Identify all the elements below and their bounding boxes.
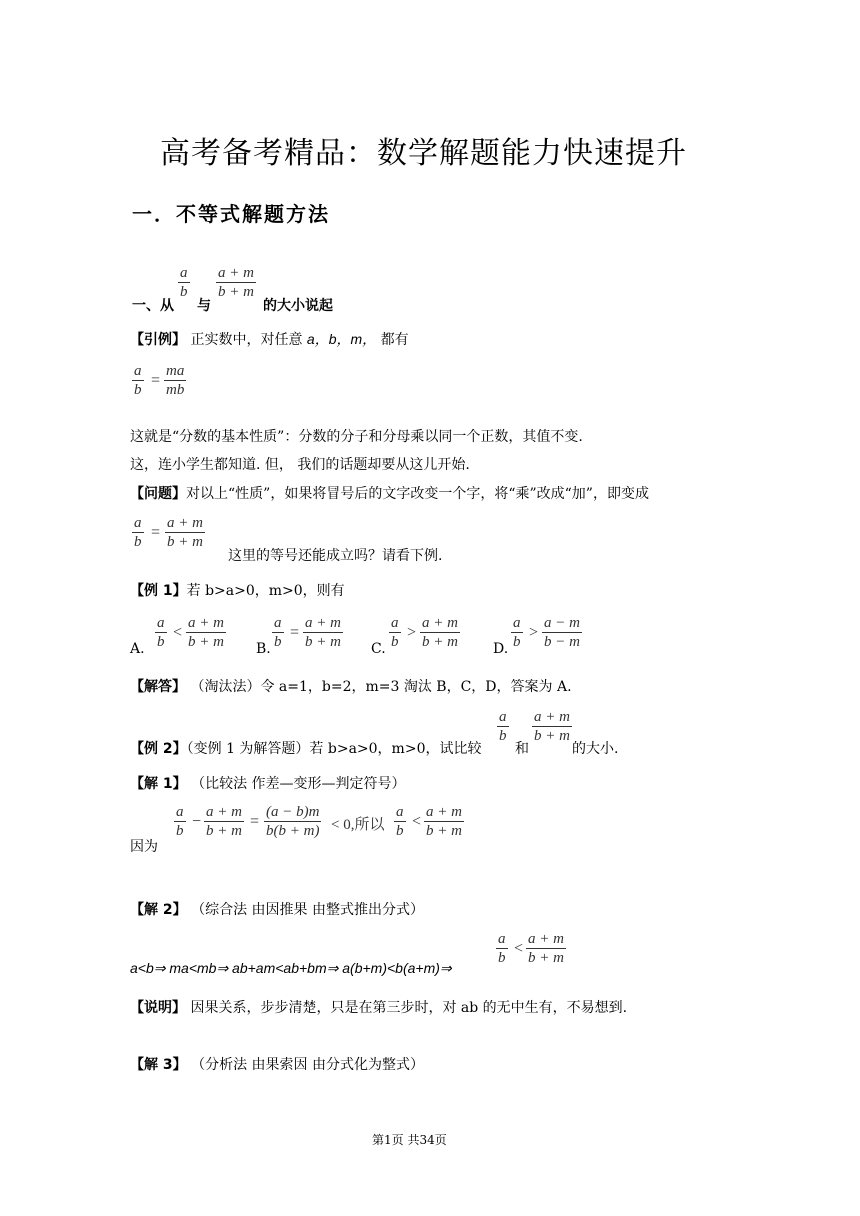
option-a-label: A. xyxy=(130,641,145,657)
solution3-text: （分析法 由果索因 由分式化为整式） xyxy=(191,1057,424,1073)
fraction-apm-over-bpm: a + m b + m xyxy=(426,804,462,839)
answer1-text: （淘汰法）令 a=1，b=2，m=3 淘汰 B，C，D，答案为 A. xyxy=(190,679,572,695)
note-text: 因果关系，步步清楚，只是在第三步时，对 ab 的无中生有，不易想到. xyxy=(190,1000,628,1016)
fraction-a-over-b: a b xyxy=(396,804,404,839)
equals-sign: = xyxy=(151,524,161,541)
intro-text: 正实数中，对任意 xyxy=(190,332,303,348)
less-than-sign: < xyxy=(514,940,524,957)
fraction-a-over-b: a b xyxy=(391,615,399,650)
intro-vars: a，b，m， xyxy=(306,331,377,347)
fraction-a-over-b: a b xyxy=(134,363,142,398)
example2-text: （变例 1 为解答题）若 b>a>0，m>0，试比较 xyxy=(186,741,482,757)
solution1-label: 【解 1】 xyxy=(130,776,187,792)
sub-heading-suffix: 的大小说起 xyxy=(263,298,333,314)
fraction-apm-over-bpm: a + m b + m xyxy=(218,265,254,300)
option-c-label: C. xyxy=(371,641,386,657)
fraction-a-over-b: a b xyxy=(176,804,184,839)
fraction-apm-over-bpm: a + m b + m xyxy=(534,709,570,744)
example1-label: 【例 1】 xyxy=(130,583,187,599)
fraction-a-over-b: a b xyxy=(499,709,507,744)
note-label: 【说明】 xyxy=(130,1000,186,1016)
solution3-label: 【解 3】 xyxy=(130,1057,187,1073)
fraction-a-over-b: a b xyxy=(134,515,142,550)
inference-chain: a<b⇒ ma<mb⇒ ab+am<ab+bm⇒ a(b+m)<b(a+m)⇒ xyxy=(130,960,452,976)
equals-sign: = xyxy=(151,372,161,389)
example2-and: 和 xyxy=(515,741,529,757)
equals-sign: = xyxy=(250,813,260,830)
fraction-difference: (a − b)m b(b + m) xyxy=(266,804,320,839)
fraction-a-over-b: a b xyxy=(157,615,165,650)
question-label: 【问题】 xyxy=(130,486,186,502)
answer1-label: 【解答】 xyxy=(130,679,186,695)
sub-heading-prefix: 一、从 xyxy=(132,298,174,314)
page-title: 高考备考精品：数学解题能力快速提升 xyxy=(160,136,687,171)
fraction-apm-over-bpm: a + m b + m xyxy=(167,515,203,550)
sub-heading-mid: 与 xyxy=(197,298,211,314)
fraction-a-over-b: a b xyxy=(274,615,282,650)
fraction-apm-over-bpm: a + m b + m xyxy=(206,804,242,839)
solution2-text: （综合法 由因推果 由整式推出分式） xyxy=(191,902,424,918)
fraction-apm-over-bpm: a + m b + m xyxy=(528,931,564,966)
fraction-a-over-b: a b xyxy=(180,265,188,300)
question-tail: 这里的等号还能成立吗？请看下例. xyxy=(228,548,443,564)
less-than-sign: < xyxy=(173,624,183,641)
equals-sign: = xyxy=(290,624,300,641)
less-than-zero-therefore: < 0,所以 xyxy=(331,817,385,833)
minus-sign: − xyxy=(192,813,202,830)
paragraph-basic-property: 这就是“分数的基本性质”：分数的分子和分母乘以同一个正数，其值不变. xyxy=(130,429,583,445)
example2-label: 【例 2】 xyxy=(130,741,187,757)
question-line xyxy=(130,483,649,503)
fraction-apm-over-bpm: a + m b + m xyxy=(305,615,341,650)
fraction-ma-over-mb: ma mb xyxy=(166,363,185,398)
greater-than-sign: > xyxy=(529,624,539,641)
solution1-line xyxy=(130,773,406,793)
fraction-amm-over-bmm: a − m b − m xyxy=(544,615,580,650)
page-footer: 第1页 共34页 xyxy=(372,1133,447,1147)
intro-tail: 都有 xyxy=(380,332,409,348)
intro-line xyxy=(130,329,409,349)
example1-text: 若 b>a>0，m>0，则有 xyxy=(186,583,345,599)
solution1-text: （比较法 作差—变形—判定符号） xyxy=(191,776,406,792)
less-than-sign: < xyxy=(412,813,422,830)
example2-tail: 的大小. xyxy=(572,741,619,757)
option-b-label: B. xyxy=(256,641,271,657)
solution2-label: 【解 2】 xyxy=(130,902,187,918)
fraction-apm-over-bpm: a + m b + m xyxy=(422,615,458,650)
option-d-label: D. xyxy=(493,641,509,657)
fraction-apm-over-bpm: a + m b + m xyxy=(188,615,224,650)
answer1-line xyxy=(130,676,572,696)
question-text: 对以上“性质”，如果将冒号后的文字改变一个字，将“乘”改成“加”，即变成 xyxy=(186,486,649,502)
solution2-line xyxy=(130,899,424,919)
because-label: 因为 xyxy=(130,839,158,855)
example2-line xyxy=(130,738,481,758)
fraction-a-over-b: a b xyxy=(513,615,521,650)
section-heading: 一．不等式解题方法 xyxy=(132,202,330,226)
paragraph-start: 这，连小学生都知道. 但， 我们的话题却要从这儿开始. xyxy=(130,457,470,473)
example1-line xyxy=(130,580,345,600)
note-line xyxy=(130,997,627,1017)
intro-label: 【引例】 xyxy=(130,332,186,348)
solution3-line xyxy=(130,1054,424,1074)
fraction-a-over-b: a b xyxy=(498,931,506,966)
greater-than-sign: > xyxy=(407,624,417,641)
